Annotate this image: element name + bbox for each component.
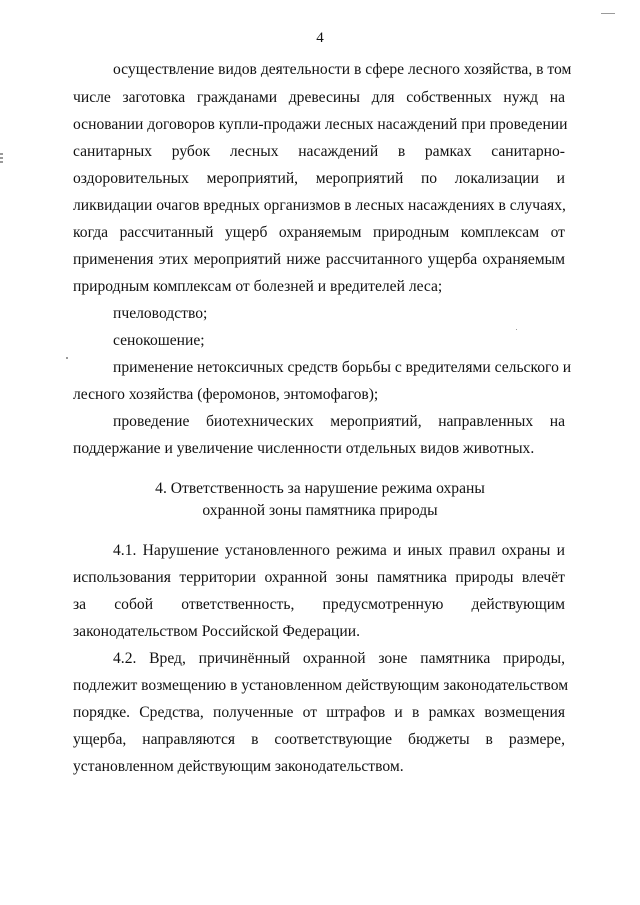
scan-mark xyxy=(66,357,68,359)
text-line: ликвидации очагов вредных организмов в лесных насаждениях в случаях, xyxy=(73,197,566,214)
paragraph-line: за собой ответственность, предусмотренную действующим xyxy=(73,596,565,613)
paragraph-line: порядке. Средства, полученные от штрафов и в рамках возмещения xyxy=(73,704,565,721)
paragraph-line: использования территории охранной зоны памятника природы влечёт xyxy=(73,569,565,586)
text-line: применения этих мероприятий ниже рассчитанного ущерба охраняемым xyxy=(73,251,565,268)
list-item: пчеловодство; xyxy=(113,305,208,322)
text-line: основании договоров купли-продажи лесных насаждений при проведении xyxy=(73,116,568,133)
scan-mark xyxy=(601,13,615,14)
scan-mark xyxy=(516,329,517,330)
paragraph-line: 4.1. Нарушение установленного режима и иных правил охраны и xyxy=(113,542,565,559)
paragraph-line: установленном действующим законодательством. xyxy=(73,758,404,775)
text-line: когда рассчитанный ущерб охраняемым природным комплексам от xyxy=(73,224,565,241)
paragraph-line: подлежит возмещению в установленном действующим законодательством xyxy=(73,677,569,694)
scan-mark xyxy=(0,153,3,155)
paragraph-line: ущерба, направляются в соответствующие бюджеты в размере, xyxy=(73,731,565,748)
text-line: осуществление видов деятельности в сфере лесного хозяйства, в том xyxy=(113,61,572,78)
list-item: проведение биотехнических мероприятий, направленных на xyxy=(113,413,565,430)
page-number: 4 xyxy=(316,30,324,46)
paragraph-line: законодательством Российской Федерации. xyxy=(73,623,360,640)
list-item: сенокошение; xyxy=(113,332,205,349)
text-line: природным комплексам от болезней и вредителей леса; xyxy=(73,278,443,295)
text-line: санитарных рубок лесных насаждений в рамках санитарно- xyxy=(73,143,565,160)
text-line: лесного хозяйства (феромонов, энтомофагов); xyxy=(73,386,379,403)
section-title: 4. Ответственность за нарушение режима охраны xyxy=(155,480,485,497)
text-line: поддержание и увеличение численности отдельных видов животных. xyxy=(73,440,535,457)
text-line: оздоровительных мероприятий, мероприятий по локализации и xyxy=(73,170,565,187)
list-item: применение нетоксичных средств борьбы с вредителями сельского и xyxy=(113,359,572,376)
scan-mark xyxy=(0,157,3,159)
text-line: числе заготовка гражданами древесины для собственных нужд на xyxy=(73,89,565,106)
section-title: охранной зоны памятника природы xyxy=(202,502,438,519)
scan-mark xyxy=(0,161,3,163)
paragraph-line: 4.2. Вред, причинённый охранной зоне памятника природы, xyxy=(113,650,565,667)
